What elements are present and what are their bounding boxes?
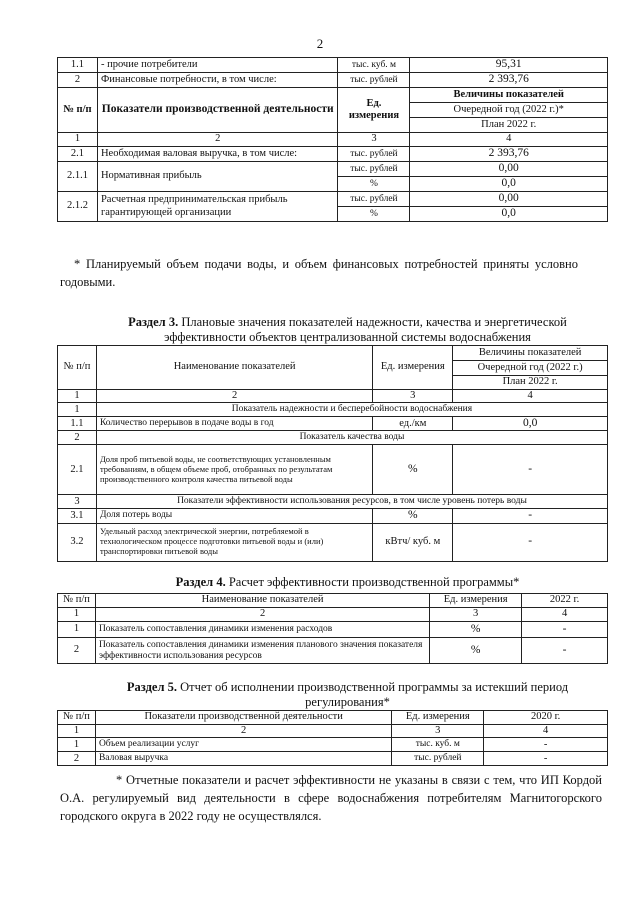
table-row: 2.1.2 Расчетная предпринимательская прибыль гарантирующей организации тыс. рублей 0,00 — [58, 192, 608, 207]
table-header-row: № п/п Наименование показателей Ед. измерения Величины показателей — [58, 346, 608, 361]
table-row: 1 Показатель сопоставления динамики изменения расходов % - — [58, 622, 608, 638]
group-row: 2 Показатель качества воды — [58, 431, 608, 445]
table-row: 2 Валовая выручка тыс. рублей - — [58, 752, 608, 766]
report-note: * Отчетные показатели и расчет эффективности не указаны в связи с тем, что ИП Кордой О.А. регулируемый вид деятельности в сфере водоснабжения потребителям Магнитогорского городского округа в 2022 году не осуществлялся. — [60, 773, 602, 824]
reliability-indicators-table: № п/п Наименование показателей Ед. измерения Величины показателей Очередной год (2022 г.) План 2022 г. 1 2 3 4 1 Показатель надежности и бесперебойности водоснабжения 1.1 Количество перерывов в подаче воды в год ед./км 0,0 2 Показатель качества воды 2.1 Доля проб питьевой воды, не соответствующих установленным требованиям, в общем объеме проб, отобранных по результатам производственного контроля качества питьевой воды % - 3 Показатели эффективности использования ресурсов, в том числе уровень потерь воды 3.1 Доля потерь воды % - 3.2 Удельный расход электрической энергии, потребляемой в технологическом процессе подготовки питьевой воды и (или) транспортировки питьевой воды кВтч/ куб. м - — [57, 345, 608, 562]
group-row: 3 Показатели эффективности использования ресурсов, в том числе уровень потерь воды — [58, 495, 608, 509]
group-row: 1 Показатель надежности и бесперебойности водоснабжения — [58, 403, 608, 417]
page-number: 2 — [316, 36, 324, 51]
table-header-row: № п/п Наименование показателей Ед. измерения 2022 г. — [58, 594, 608, 608]
column-numbers-row: 1 2 3 4 — [58, 608, 608, 622]
section-4-title: Раздел 4. Расчет эффективности производственной программы* — [175, 575, 520, 589]
table-row: 2.1 Необходимая валовая выручка, в том числе: тыс. рублей 2 393,76 — [58, 147, 608, 162]
table-row: 3.2 Удельный расход электрической энергии, потребляемой в технологическом процессе подготовки питьевой воды и (или) транспортировки питьевой воды кВтч/ куб. м - — [58, 523, 608, 561]
table-row: 1 Объем реализации услуг тыс. куб. м - — [58, 738, 608, 752]
column-numbers-row: 1 2 3 4 — [58, 390, 608, 403]
section-5-title: Раздел 5. Отчет об исполнении производственной программы за истекший период регулирования* — [126, 680, 569, 709]
table-row: 2 Финансовые потребности, в том числе: тыс. рублей 2 393,76 — [58, 73, 608, 88]
column-numbers-row: 1 2 3 4 — [58, 725, 608, 738]
table-row: 1.1 - прочие потребители тыс. куб. м 95,31 — [58, 58, 608, 73]
table-header-row: № п/п Показатели производственной деятельности Ед. измерения Величины показателей — [58, 88, 608, 103]
section-3-title: Раздел 3. Плановые значения показателей надежности, качества и энергетической эффективности объектов централизованной системы водоснабжения — [128, 315, 567, 344]
execution-report-table — [57, 710, 608, 766]
table-row: 2 Показатель сопоставления динамики изменения планового значения показателя эффективности использования ресурсов % - — [58, 638, 608, 664]
table-row: 3.1 Доля потерь воды % - — [58, 509, 608, 523]
table-row: 2.1.1 Нормативная прибыль тыс. рублей 0,00 — [58, 162, 608, 177]
column-numbers-row: 1 2 3 4 — [58, 133, 608, 147]
efficiency-calculation-table — [57, 593, 608, 664]
table-row: 1.1 Количество перерывов в подаче воды в год ед./км 0,0 — [58, 417, 608, 431]
table-row: 2.1 Доля проб питьевой воды, не соответствующих установленным требованиям, в общем объеме проб, отобранных по результатам производственного контроля качества питьевой воды % - — [58, 445, 608, 495]
table-header-row: № п/п Показатели производственной деятельности Ед. измерения 2020 г. — [58, 711, 608, 725]
production-indicators-table: 1.1 - прочие потребители тыс. куб. м 95,31 2 Финансовые потребности, в том числе: тыс. рублей 2 393,76 № п/п Показатели производственной деятельности Ед. измерения Величины показателей Очередной год (2022 г.)* План 2022 г. 1 2 3 4 2.1 Необходимая валовая выручка, в том числе: тыс. рублей 2 393,76 2.1.1 Нормативная прибыль тыс. рублей 0,00 % 0,0 2.1.2 Расчетная предпринимательская прибыль гарантирующей организации тыс. рублей 0,00 % 0,0 — [57, 57, 608, 222]
planned-volume-note: * Планируемый объем подачи воды, и объем финансовых потребностей приняты условно годовыми. — [60, 257, 578, 290]
